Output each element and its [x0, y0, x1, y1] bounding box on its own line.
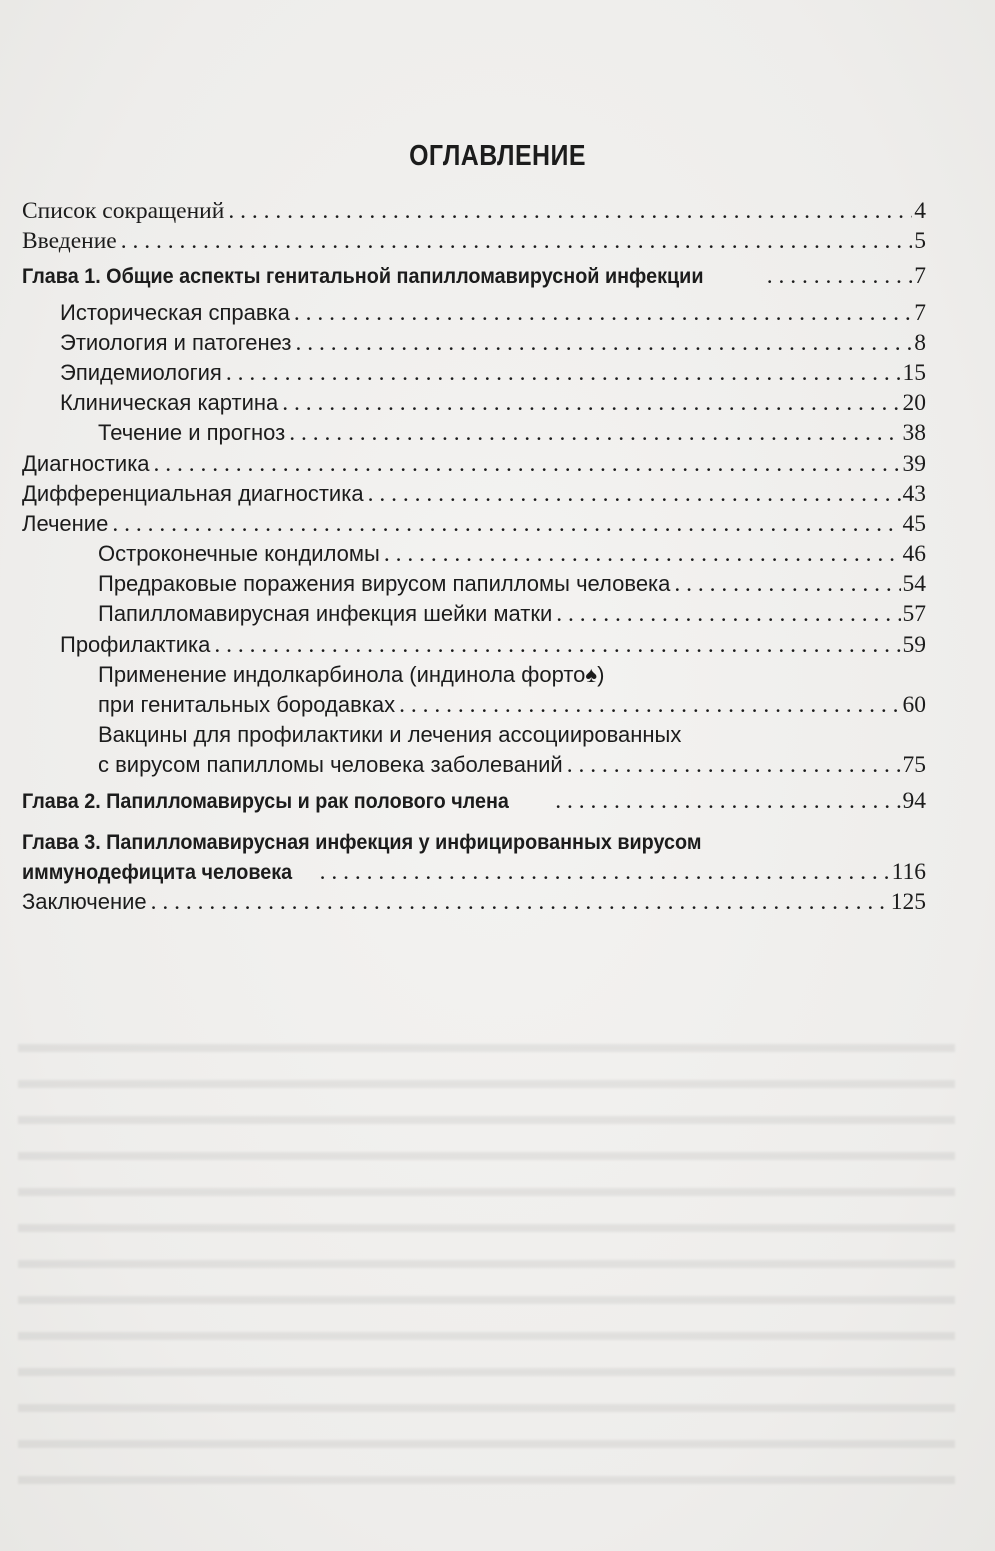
toc-entry-title: Папилломавирусная инфекция шейки матки [98, 601, 553, 627]
toc-entry-page: 38 [902, 420, 926, 447]
toc-entry-page: 45 [902, 510, 926, 537]
toc-entry[interactable] [22, 358, 926, 388]
dot-leader [112, 509, 900, 539]
toc-entry-title: Заключение [22, 889, 147, 915]
dot-leader [226, 358, 901, 388]
dot-leader [556, 599, 900, 629]
dot-leader [289, 418, 900, 448]
toc-entry-title-line1: Глава 3. Папилломавирусная инфекция у инфицированных вирусом [22, 829, 702, 854]
toc-entry-title: Профилактика [60, 631, 211, 657]
toc-chapter-entry[interactable] [22, 786, 926, 816]
toc-entry-page: 43 [902, 480, 926, 507]
toc-entry-page: 57 [902, 601, 926, 628]
dot-leader [151, 887, 889, 917]
toc-chapter-first-line[interactable] [22, 827, 926, 857]
dot-leader [154, 449, 901, 479]
toc-entry-title: Историческая справка [60, 299, 290, 325]
bleed-through-text [18, 1030, 955, 1490]
toc-entry[interactable] [22, 226, 926, 256]
toc-entry[interactable] [22, 569, 926, 599]
toc-chapter-entry[interactable] [22, 261, 926, 291]
toc-entry-page: 7 [914, 263, 926, 290]
toc-entry-title: Список сокращений [22, 198, 225, 224]
toc-entry-page: 46 [902, 541, 926, 568]
toc-entry[interactable] [22, 599, 926, 629]
dot-leader [555, 786, 900, 816]
toc-entry-page: 5 [914, 228, 926, 255]
dot-leader [282, 388, 900, 418]
toc-entry-page: 60 [902, 692, 926, 718]
toc-entry[interactable] [22, 298, 926, 328]
toc-entry-page: 15 [902, 359, 926, 386]
toc-entry-page: 4 [914, 198, 926, 224]
toc-entry-title: Этиология и патогенез [60, 329, 292, 355]
dot-leader [214, 630, 900, 660]
dot-leader [567, 750, 901, 780]
toc-entry[interactable] [22, 690, 926, 720]
toc-entry-page: 116 [891, 858, 926, 885]
toc-entry-title: Лечение [22, 510, 109, 536]
dot-leader [368, 479, 901, 509]
page-title: ОГЛАВЛЕНИЕ [409, 140, 586, 172]
toc-entry-first-line[interactable]: Вакцины для профилактики и лечения ассоциированных [98, 722, 682, 748]
toc-entry[interactable] [22, 328, 926, 358]
toc-entry[interactable] [22, 196, 926, 226]
dot-leader [320, 857, 890, 887]
toc-entry-title: Диагностика [22, 450, 150, 476]
toc-entry-title: при генитальных бородавках [98, 692, 396, 717]
toc-entry[interactable] [22, 418, 926, 448]
toc-entry-page: 54 [902, 571, 926, 598]
toc-entry-title: Введение [22, 228, 117, 255]
toc-entry[interactable] [22, 539, 926, 569]
toc-entry-title: Дифференциальная диагностика [22, 480, 364, 506]
dot-leader [228, 196, 912, 226]
toc-entry[interactable] [22, 388, 926, 418]
toc-entry[interactable] [22, 887, 926, 917]
dot-leader [294, 298, 912, 328]
toc-entry-title: Течение и прогноз [98, 420, 286, 446]
toc-entry[interactable] [22, 750, 926, 780]
dot-leader [674, 569, 900, 599]
toc-entry-first-line[interactable]: Применение индолкарбинола (индинола форто♠) [98, 661, 605, 687]
table-of-contents [22, 196, 926, 917]
toc-entry-page: 20 [902, 390, 926, 417]
toc-entry-page: 125 [890, 889, 926, 916]
toc-entry[interactable] [22, 449, 926, 479]
dot-leader [384, 539, 901, 569]
dot-leader [399, 690, 900, 720]
toc-entry-page: 7 [914, 299, 926, 326]
toc-entry-page: 39 [902, 450, 926, 477]
toc-entry-page: 75 [902, 752, 926, 779]
dot-leader [295, 328, 912, 358]
toc-entry-page: 8 [914, 329, 926, 356]
toc-entry-title: Остроконечные кондиломы [98, 541, 380, 567]
toc-entry-title: Клиническая картина [60, 390, 279, 416]
toc-entry-page: 59 [902, 631, 926, 658]
toc-chapter-entry[interactable] [22, 857, 926, 887]
toc-entry-title: Глава 2. Папилломавирусы и рак полового члена [22, 788, 509, 813]
dot-leader [121, 226, 913, 256]
toc-entry[interactable] [22, 509, 926, 539]
toc-entry-page: 94 [902, 787, 926, 814]
toc-entry-title: с вирусом папилломы человека заболеваний [98, 752, 563, 778]
toc-entry-title: Глава 1. Общие аспекты генитальной папилломавирусной инфекции [22, 264, 704, 289]
dot-leader [767, 261, 913, 291]
toc-entry-title: Эпидемиология [60, 359, 222, 385]
toc-entry[interactable] [22, 630, 926, 660]
toc-entry-title: Предраковые поражения вирусом папилломы человека [98, 571, 671, 597]
toc-entry[interactable] [22, 479, 926, 509]
toc-entry-title: иммунодефицита человека [22, 859, 293, 884]
